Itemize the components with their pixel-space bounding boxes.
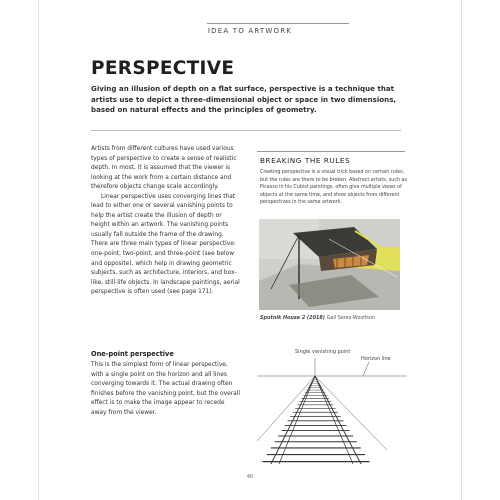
- running-head-title: IDEA TO ARTWORK: [207, 27, 293, 35]
- horizon-pointer-line: [363, 362, 369, 376]
- body-paragraph-1: Artists from different cultures have used various types of perspective to create a sense of realistic depth. In most, it is assumed that the viewer is looking at the work from a certain distance and therefore objects change scale accordingly.: [91, 146, 237, 191]
- sidebar-box-title: BREAKING THE RULES: [260, 156, 351, 165]
- page-title: PERSPECTIVE: [91, 58, 235, 79]
- sidebar-box-rule: [257, 151, 405, 152]
- book-page: [38, 0, 462, 500]
- body-column: [91, 145, 241, 298]
- vanishing-point-label: Single vanishing point: [295, 349, 351, 355]
- body-paragraph-2: Linear perspective uses converging lines that lead to either one or several vanishing points to help the artist create the illusion of depth or height within an artwork. The vanishing points usually fall outside the frame of the drawing. There are three main types of linear perspective: one-point, two-point, and three-point (see below and opposite), which help in drawing geometric subjects, such as architecture, interiors, and box-like, still-life objects. In landscape paintings, aerial perspective is often used (see page 171).: [91, 193, 240, 296]
- intro-divider: [91, 130, 401, 131]
- sidebar-box-text: Creating perspective is a visual trick based on certain rules, but the rules are there to be broken. Abstract artists, such as Picasso in his Cubist paintings, often give multiple views of objects at the same time, and show objects from different perspectives in the same artwork.: [260, 170, 407, 206]
- artwork-artist: Gail Seres-Woolfson: [326, 315, 376, 321]
- railway-perspective-drawing: [257, 346, 407, 468]
- railway-track: [257, 376, 387, 464]
- horizon-line-label: Horizon line: [361, 356, 391, 362]
- one-point-heading: One-point perspective: [91, 350, 174, 358]
- intro-paragraph: Giving an illusion of depth on a flat surface, perspective is a technique that artists use to depict a three-dimensional object or space in two dimensions, based on natural effects and the principles of geometry.: [91, 84, 397, 115]
- page-number: 40: [246, 474, 254, 480]
- one-point-text: This is the simplest form of linear perspective, with a single point on the horizon and all lines converging towards it. The actual drawing often finishes before the vanishing point, but the overall effect is to make the image appear to recede away from the viewer.: [91, 362, 241, 416]
- artwork-title: Sputnik House 2 (2018): [260, 315, 326, 321]
- one-point-diagram: [257, 346, 407, 468]
- artwork-caption: [260, 315, 375, 321]
- artwork-illustration: [259, 219, 400, 310]
- running-head-rule: [207, 23, 349, 24]
- artwork-image: [259, 219, 400, 310]
- running-head: [39, 27, 461, 35]
